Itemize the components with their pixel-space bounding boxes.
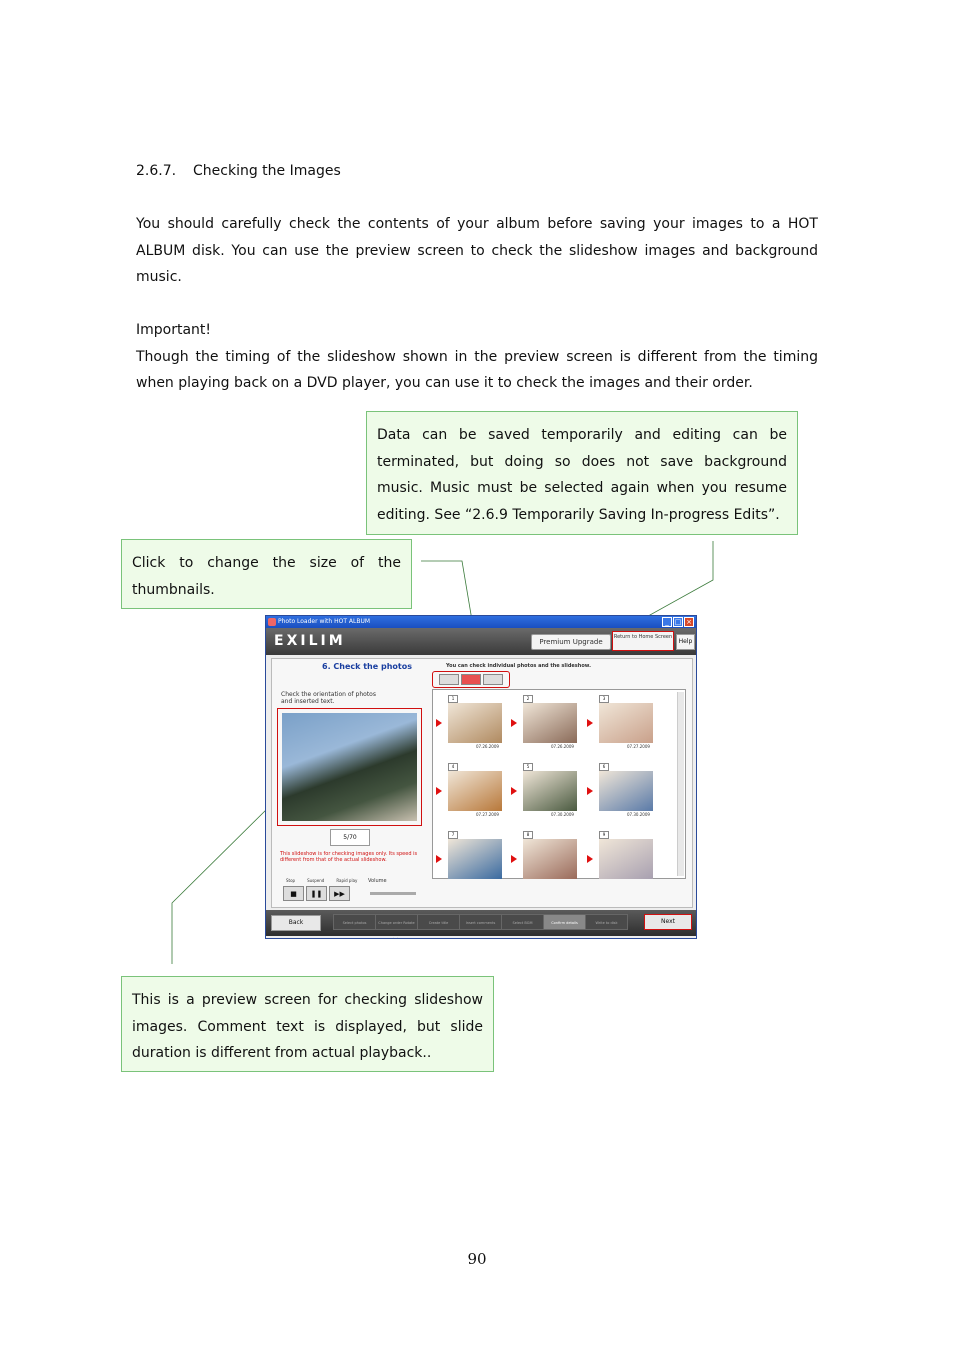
help-button[interactable]: Help	[676, 634, 695, 650]
wizard-step: Insert comments	[459, 914, 502, 930]
thumbnail-size-buttons	[432, 671, 510, 688]
volume-label: Volume	[368, 878, 387, 884]
thumbnail-image	[523, 771, 577, 811]
rapid-play-label: Rapid play	[336, 878, 358, 883]
section-heading	[136, 163, 341, 179]
wizard-step: Create title	[417, 914, 460, 930]
thumbnail-number: 7	[448, 831, 458, 839]
thumbnail[interactable]	[448, 764, 502, 817]
minimize-icon[interactable]: _	[662, 617, 672, 627]
medium-thumbnail-icon[interactable]	[461, 674, 481, 685]
thumbnail-arrow-icon	[587, 719, 593, 727]
window-titlebar	[266, 616, 696, 628]
thumbnail-image	[448, 839, 502, 879]
leader-line-preview	[172, 808, 268, 964]
thumbnail-image	[599, 771, 653, 811]
thumbnail-number: 9	[599, 831, 609, 839]
thumbnail-grid	[432, 689, 686, 879]
thumbnail-image	[448, 703, 502, 743]
thumbnail[interactable]	[599, 696, 653, 749]
thumbnail[interactable]	[599, 764, 653, 817]
step-title: 6. Check the photos	[322, 662, 412, 671]
thumbnail-image	[599, 703, 653, 743]
thumbnail-number: 8	[523, 831, 533, 839]
return-home-button[interactable]: Return to Home Screen	[612, 631, 674, 651]
slideshow-preview	[277, 708, 422, 826]
thumbnail-number: 1	[448, 695, 458, 703]
thumbnail-arrow-icon	[436, 855, 442, 863]
thumbnail-number: 3	[599, 695, 609, 703]
wizard-step: Write to disk	[585, 914, 628, 930]
thumbnail-arrow-icon	[436, 719, 442, 727]
wizard-nav	[266, 910, 696, 939]
premium-upgrade-button[interactable]: Premium Upgrade	[531, 634, 611, 650]
wizard-step: Select BGM	[501, 914, 544, 930]
stop-button[interactable]: ■	[283, 886, 304, 901]
important-block	[136, 317, 818, 397]
thumbnail-image	[523, 703, 577, 743]
important-label: Important!	[136, 322, 212, 338]
thumbnail-date: 07.30.2009	[551, 812, 574, 817]
control-labels	[286, 878, 357, 883]
window-title: Photo Loader with HOT ALBUM	[278, 618, 371, 625]
thumbnail-arrow-icon	[587, 787, 593, 795]
next-button[interactable]: Next	[644, 914, 692, 930]
thumbnail[interactable]	[448, 696, 502, 749]
close-icon[interactable]: ×	[684, 617, 694, 627]
exilim-logo: EXILIM	[274, 633, 346, 649]
maximize-icon[interactable]: □	[674, 618, 682, 626]
fast-forward-button[interactable]: ▶▶	[329, 886, 350, 901]
app-screenshot	[265, 615, 697, 939]
main-panel	[271, 658, 693, 908]
thumbnail-arrow-icon	[511, 787, 517, 795]
orientation-text: Check the orientation of photos and inserted text.	[281, 691, 376, 705]
thumbnail-arrow-icon	[511, 719, 517, 727]
slideshow-note: This slideshow is for checking images only. Its speed is different from that of the actual slideshow.	[280, 851, 418, 863]
thumbnail[interactable]	[523, 696, 577, 749]
callout-preview-screen: This is a preview screen for checking slideshow images. Comment text is displayed, but slide duration is different from actual playback..	[121, 976, 494, 1072]
thumbnail[interactable]	[599, 832, 653, 879]
important-paragraph: Though the timing of the slideshow shown in the preview screen is different from the timing when playing back on a DVD player, you can use it to check the images and their order.	[136, 348, 818, 391]
page-number: 90	[467, 1250, 487, 1268]
stop-label: Stop	[286, 878, 296, 883]
volume-slider[interactable]	[370, 892, 416, 895]
thumbnail-date: 07.30.2009	[627, 812, 650, 817]
thumbnail-date: 07.27.2009	[627, 744, 650, 749]
thumbnail-image	[448, 771, 502, 811]
thumbnail[interactable]	[448, 832, 502, 879]
thumbnail-arrow-icon	[511, 855, 517, 863]
wizard-step: Change order Rotate photos	[375, 914, 418, 930]
section-number: 2.6.7.	[136, 163, 177, 179]
wizard-step: Confirm details	[543, 914, 586, 930]
thumbnail-number: 6	[599, 763, 609, 771]
thumbnail-number: 5	[523, 763, 533, 771]
suspend-label: Suspend	[307, 878, 325, 883]
thumbnail-number: 2	[523, 695, 533, 703]
app-header	[266, 628, 696, 655]
back-button[interactable]: Back	[271, 915, 321, 931]
thumbnail-number: 4	[448, 763, 458, 771]
slide-counter: 5/70	[330, 829, 370, 846]
section-title: Checking the Images	[193, 163, 341, 179]
callout-thumbnail-size: Click to change the size of the thumbnails.	[121, 539, 412, 609]
thumbnail-date: 07.26.2009	[476, 744, 499, 749]
thumbnail-date: 07.27.2009	[476, 812, 499, 817]
app-icon	[268, 618, 276, 626]
thumbnail-arrow-icon	[587, 855, 593, 863]
scrollbar[interactable]	[677, 692, 684, 876]
pause-button[interactable]: ❚❚	[306, 886, 327, 901]
callout-temporary-save: Data can be saved temporarily and editing can be terminated, but doing so does not save background music. Music must be selected again when you resume editing. See “2.6.9 Temporarily Saving In-progress Edits”.	[366, 411, 798, 535]
small-thumbnail-icon[interactable]	[483, 674, 503, 685]
preview-image	[282, 713, 417, 821]
wizard-step: Select photos	[333, 914, 376, 930]
leader-line-temp-save	[632, 541, 713, 625]
thumbnail[interactable]	[523, 764, 577, 817]
large-thumbnail-icon[interactable]	[439, 674, 459, 685]
thumbnail[interactable]	[523, 832, 577, 879]
thumbnail-arrow-icon	[436, 787, 442, 795]
step-indicator	[333, 914, 627, 939]
thumbnail-image	[599, 839, 653, 879]
intro-paragraph: You should carefully check the contents of your album before saving your images to a HOT ALBUM disk. You can use the preview screen to check the slideshow images and background music.	[136, 216, 818, 285]
thumbnail-image	[523, 839, 577, 879]
instruction-text: You can check individual photos and the slideshow.	[446, 663, 591, 669]
playback-controls	[283, 886, 350, 901]
thumbnail-date: 07.26.2009	[551, 744, 574, 749]
